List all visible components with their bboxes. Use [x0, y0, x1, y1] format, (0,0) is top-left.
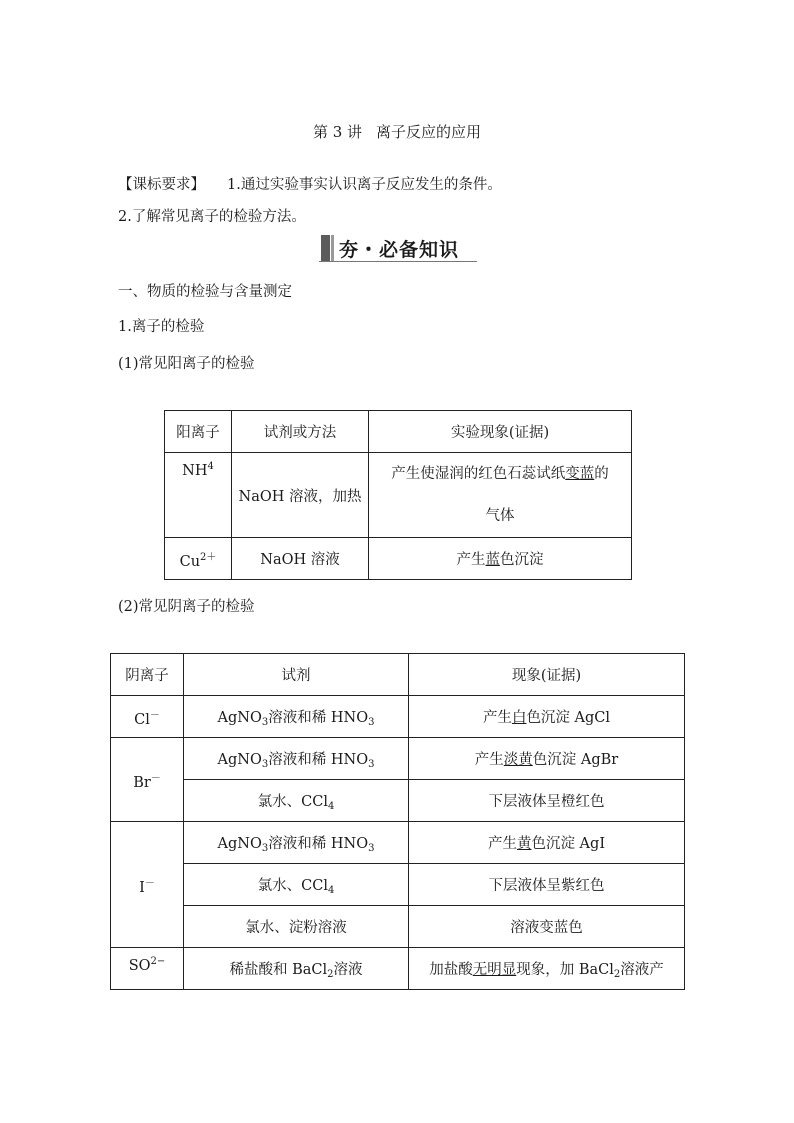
header-cell: 阳离子	[165, 411, 232, 453]
ion-symbol: SO	[128, 958, 151, 974]
subscript: 3	[368, 842, 375, 854]
result-highlight: 黄	[516, 836, 532, 852]
ion-symbol: Cl	[134, 711, 150, 728]
table-row	[165, 538, 632, 580]
result-text: 色沉淀	[500, 552, 544, 568]
ion-superscript: －	[144, 877, 155, 889]
result-cell	[409, 948, 685, 990]
banner-text: 夯・必备知识	[339, 239, 460, 261]
cation-heading: (1)常见阳离子的检验	[118, 356, 255, 372]
result-text: 现象，加 BaCl	[516, 961, 614, 978]
page-title	[0, 121, 794, 142]
ion-symbol: Br	[133, 774, 151, 791]
result-cell: 溶液变蓝色	[409, 906, 685, 948]
result-highlight: 蓝	[485, 552, 500, 568]
result-text: 产生	[487, 836, 517, 852]
result-text: 气体	[485, 508, 515, 524]
requirements-label: 【课标要求】	[118, 177, 205, 193]
table-row	[165, 453, 632, 538]
course-requirements	[118, 173, 502, 194]
result-text: 的	[594, 466, 609, 482]
table-row	[111, 696, 685, 738]
header-cell: 试剂	[184, 654, 409, 696]
reagent-cell: NaOH 溶液，加热	[232, 453, 369, 538]
subscript: 4	[327, 884, 335, 896]
ion-superscript: －	[149, 709, 160, 721]
ion-superscript: －	[150, 772, 161, 784]
header-cell: 现象(证据)	[409, 654, 685, 696]
ion-cell	[165, 538, 232, 580]
table-header-row	[165, 411, 632, 453]
header-cell: 实验现象(证据)	[369, 411, 632, 453]
reagent-cell: NaOH 溶液	[232, 538, 369, 580]
result-highlight: 白	[511, 710, 527, 726]
ion-symbol: I	[139, 879, 145, 896]
result-text: 色沉淀 AgBr	[532, 752, 619, 768]
result-cell: 下层液体呈紫红色	[409, 864, 685, 906]
subscript: 3	[368, 716, 375, 728]
result-text: 色沉淀 AgCl	[526, 710, 611, 726]
reagent-text: AgNO	[217, 835, 262, 852]
result-text: 色沉淀 AgI	[531, 836, 606, 852]
table-row	[111, 948, 685, 990]
reagent-text: 溶液和稀 HNO	[268, 751, 369, 768]
reagent-cell	[184, 780, 409, 822]
result-cell: 下层液体呈橙红色	[409, 780, 685, 822]
reagent-text: 氯水、CCl	[257, 793, 328, 810]
ion-symbol: Cu	[179, 553, 201, 570]
reagent-text: AgNO	[217, 751, 262, 768]
banner-underline	[319, 261, 477, 262]
ion-superscript: 4	[207, 461, 214, 472]
subscript: 4	[327, 800, 335, 812]
reagent-text: AgNO	[217, 709, 262, 726]
anion-table	[110, 653, 685, 990]
table-row	[111, 864, 685, 906]
reagent-cell	[184, 738, 409, 780]
table-row	[111, 780, 685, 822]
ion-symbol: NH	[182, 463, 208, 479]
result-cell	[369, 538, 632, 580]
reagent-cell	[184, 822, 409, 864]
subscript: 3	[261, 716, 269, 728]
banner-bar	[321, 235, 330, 261]
ion-cell	[111, 696, 184, 738]
result-cell	[409, 738, 685, 780]
result-cell	[409, 822, 685, 864]
subscript: 3	[261, 758, 269, 770]
subsection-heading: 1.离子的检验	[118, 319, 205, 335]
result-highlight: 变蓝	[565, 466, 595, 482]
reagent-text: 溶液	[333, 961, 363, 978]
section-heading: 一、物质的检验与含量测定	[118, 284, 292, 300]
subscript: 2	[327, 968, 334, 980]
cation-table	[164, 410, 632, 580]
ion-cell	[111, 822, 184, 948]
result-text: 产生	[482, 710, 512, 726]
lecture-number: 第 3 讲	[312, 123, 363, 141]
result-text: 产生	[474, 752, 504, 768]
requirement-1: 1.通过实验事实认识离子反应发生的条件。	[227, 177, 502, 193]
reagent-text: 溶液和稀 HNO	[268, 835, 369, 852]
table-row	[111, 906, 685, 948]
result-cell	[409, 696, 685, 738]
requirement-2: 2.了解常见离子的检验方法。	[118, 209, 306, 225]
header-cell: 阴离子	[111, 654, 184, 696]
ion-superscript: 2−	[150, 956, 166, 967]
reagent-cell	[184, 864, 409, 906]
result-text: 加盐酸	[429, 961, 473, 978]
subscript: 3	[261, 842, 269, 854]
ion-cell	[111, 738, 184, 822]
reagent-cell	[184, 696, 409, 738]
result-highlight: 无明显	[472, 961, 517, 978]
subscript: 2	[613, 968, 621, 980]
result-text: 产生使湿润的红色石蕊试纸	[391, 466, 566, 482]
ion-cell	[165, 453, 232, 538]
result-text: 溶液产	[620, 961, 664, 978]
anion-heading: (2)常见阴离子的检验	[118, 599, 255, 615]
result-cell	[369, 453, 632, 538]
ion-cell	[111, 948, 184, 990]
lecture-name: 离子反应的应用	[376, 123, 482, 141]
table-row	[111, 822, 685, 864]
header-cell: 试剂或方法	[232, 411, 369, 453]
banner-bar-thin	[331, 235, 334, 261]
result-text: 产生	[456, 552, 486, 568]
reagent-text: 氯水、CCl	[257, 877, 328, 894]
reagent-cell	[184, 948, 409, 990]
reagent-cell: 氯水、淀粉溶液	[184, 906, 409, 948]
result-highlight: 淡黄	[503, 752, 533, 768]
reagent-text: 稀盐酸和 BaCl	[229, 961, 328, 978]
table-row	[111, 738, 685, 780]
subscript: 3	[368, 758, 375, 770]
reagent-text: 溶液和稀 HNO	[268, 709, 369, 726]
table-header-row	[111, 654, 685, 696]
section-banner	[319, 234, 477, 262]
ion-superscript: 2＋	[200, 551, 217, 563]
